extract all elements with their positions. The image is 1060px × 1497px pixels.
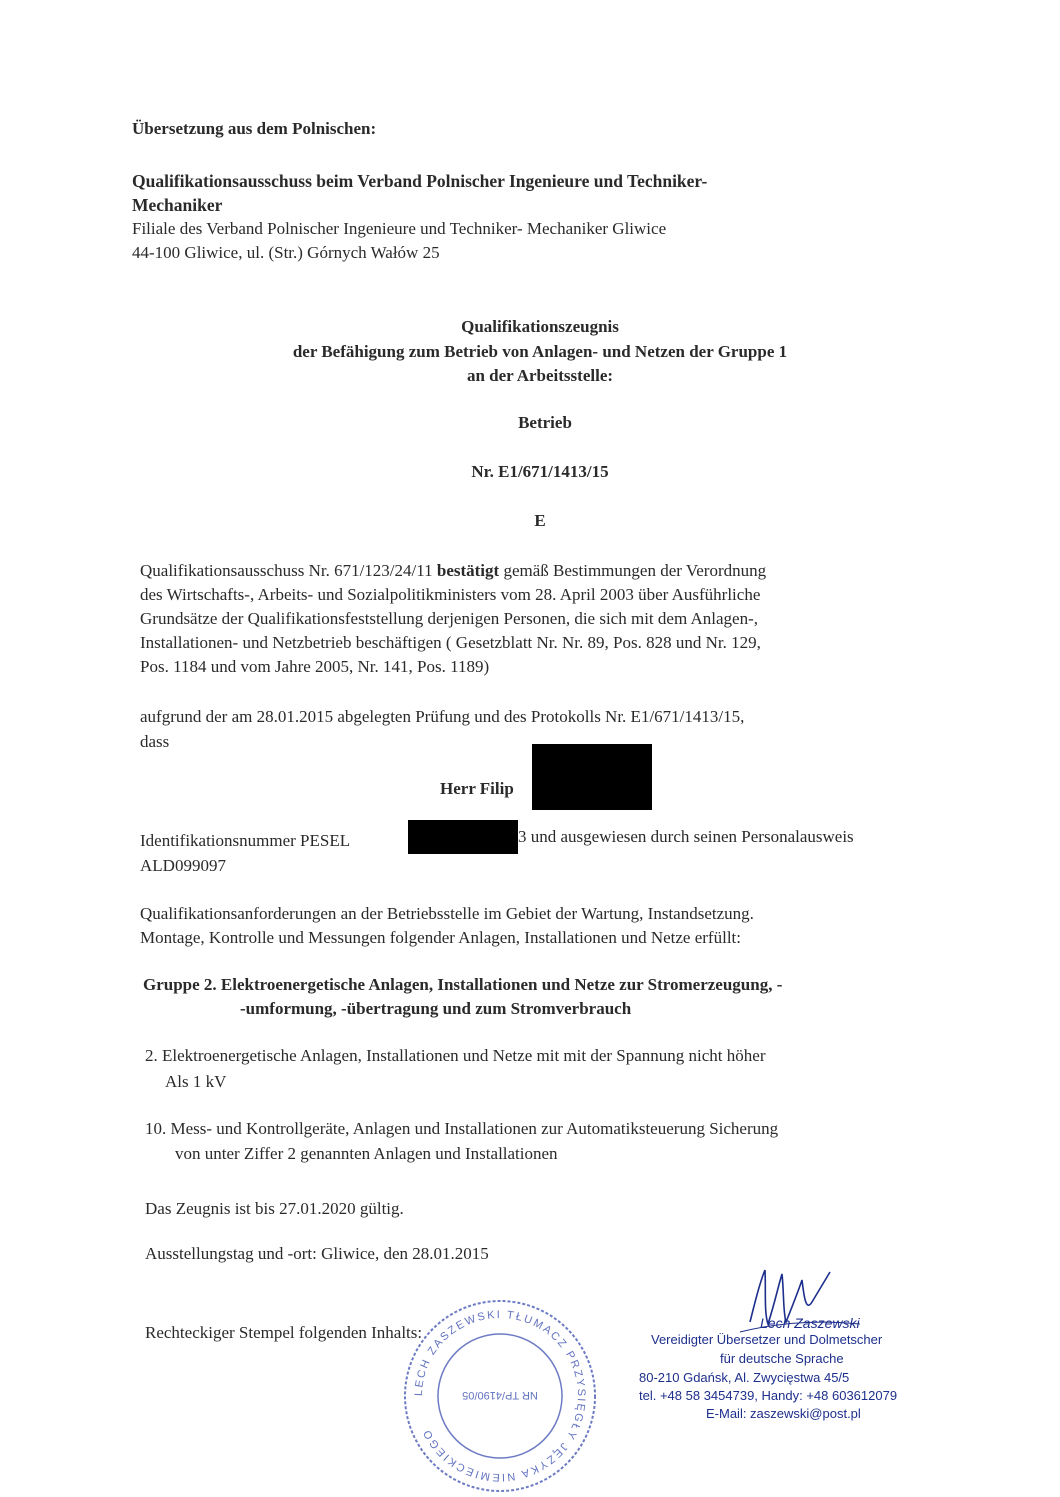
redaction-surname bbox=[532, 744, 652, 810]
translator-line-1: Vereidigter Übersetzer und Dolmetscher bbox=[651, 1332, 883, 1347]
certificate-number: Nr. E1/671/1413/15 bbox=[471, 462, 609, 481]
redaction-pesel bbox=[408, 820, 518, 854]
item-10-line-2: von unter Ziffer 2 genannten Anlagen und Installationen bbox=[175, 1144, 558, 1163]
stamp-ring-text: LECH ZASZEWSKI TŁUMACZ PRZYSIĘGŁY JĘZYKA NIEMIECKIEGO bbox=[412, 1308, 588, 1484]
issue-date-place: Ausstellungstag und -ort: Gliwice, den 28.01.2015 bbox=[145, 1244, 489, 1263]
paragraph-1-text-a: Qualifikationsausschuss Nr. 671/123/24/11 bbox=[140, 561, 437, 580]
id-line-1-rest: 3 und ausgewiesen durch seinen Personalausweis bbox=[518, 827, 854, 846]
paragraph-1-line-4: Installationen- und Netzbetrieb beschäftigen ( Gesetzblatt Nr. Nr. 89, Pos. 828 und Nr. 129, bbox=[140, 633, 761, 652]
validity: Das Zeugnis ist bis 27.01.2020 gültig. bbox=[145, 1199, 404, 1218]
translator-signature-name: Lech Zaszewski bbox=[760, 1315, 860, 1331]
paragraph-2-line-2: dass bbox=[140, 732, 170, 751]
group-line-1: Gruppe 2. Elektroenergetische Anlagen, Installationen und Netze zur Stromerzeugung, - bbox=[143, 975, 783, 994]
title-line-1: Qualifikationszeugnis bbox=[461, 317, 619, 336]
paragraph-1-confirmed: bestätigt bbox=[436, 561, 500, 580]
address-line: 44-100 Gliwice, ul. (Str.) Górnych Wałów 25 bbox=[132, 243, 440, 262]
stamp-note: Rechteckiger Stempel folgenden Inhalts: bbox=[145, 1323, 423, 1342]
committee-line-1: Qualifikationsausschuss beim Verband Polnischer Ingenieure und Techniker- bbox=[132, 171, 708, 191]
item-2-line-1: 2. Elektroenergetische Anlagen, Installationen und Netze mit mit der Spannung nicht höher bbox=[145, 1046, 766, 1065]
id-line-2: ALD099097 bbox=[140, 856, 226, 875]
item-10-line-1: 10. Mess- und Kontrollgeräte, Anlagen und Installationen zur Automatiksteuerung Sicherung bbox=[145, 1119, 779, 1138]
branch-line: Filiale des Verband Polnischer Ingenieure und Techniker- Mechaniker Gliwice bbox=[132, 219, 667, 238]
paragraph-1-text-c: gemäß Bestimmungen der Verordnung bbox=[499, 561, 767, 580]
workplace: Betrieb bbox=[518, 413, 572, 432]
category-letter: E bbox=[534, 511, 546, 530]
round-stamp bbox=[400, 1296, 600, 1496]
paragraph-1-line-5: Pos. 1184 und vom Jahre 2005, Nr. 141, Pos. 1189) bbox=[140, 657, 490, 676]
person-name: Herr Filip bbox=[440, 779, 514, 798]
translator-line-2: für deutsche Sprache bbox=[720, 1351, 844, 1366]
title-line-3: an der Arbeitsstelle: bbox=[466, 366, 614, 385]
stamp-center-text: NR TP/4190/05 bbox=[462, 1389, 538, 1401]
paragraph-2-line-1: aufgrund der am 28.01.2015 abgelegten Prüfung und des Protokolls Nr. E1/671/1413/15, bbox=[140, 707, 745, 726]
requirements-line-1: Qualifikationsanforderungen an der Betriebsstelle im Gebiet der Wartung, Instandsetzung. bbox=[140, 904, 754, 923]
translator-line-4: tel. +48 58 3454739, Handy: +48 603612079 bbox=[639, 1388, 898, 1403]
item-2-line-2: Als 1 kV bbox=[165, 1072, 227, 1091]
title-line-2: der Befähigung zum Betrieb von Anlagen- und Netzen der Gruppe 1 bbox=[292, 342, 788, 361]
paragraph-1-line-3: Grundsätze der Qualifikationsfeststellung derjenigen Personen, die sich mit dem Anlagen-, bbox=[140, 609, 758, 628]
id-line-1-label: Identifikationsnummer PESEL bbox=[140, 831, 351, 850]
requirements-line-2: Montage, Kontrolle und Messungen folgender Anlagen, Installationen und Netze erfüllt: bbox=[140, 928, 741, 947]
committee-line-2: Mechaniker bbox=[132, 195, 223, 215]
translation-note: Übersetzung aus dem Polnischen: bbox=[132, 119, 377, 138]
translator-line-3: 80-210 Gdańsk, Al. Zwycięstwa 45/5 bbox=[639, 1370, 850, 1385]
paragraph-1-line-2: des Wirtschafts-, Arbeits- und Sozialpolitikministers vom 28. April 2003 über Ausführliche bbox=[140, 585, 761, 604]
paragraph-1-line-1 bbox=[140, 560, 766, 582]
translator-line-5: E-Mail: zaszewski@post.pl bbox=[706, 1406, 861, 1421]
group-line-2: -umformung, -übertragung und zum Stromverbrauch bbox=[240, 999, 632, 1018]
